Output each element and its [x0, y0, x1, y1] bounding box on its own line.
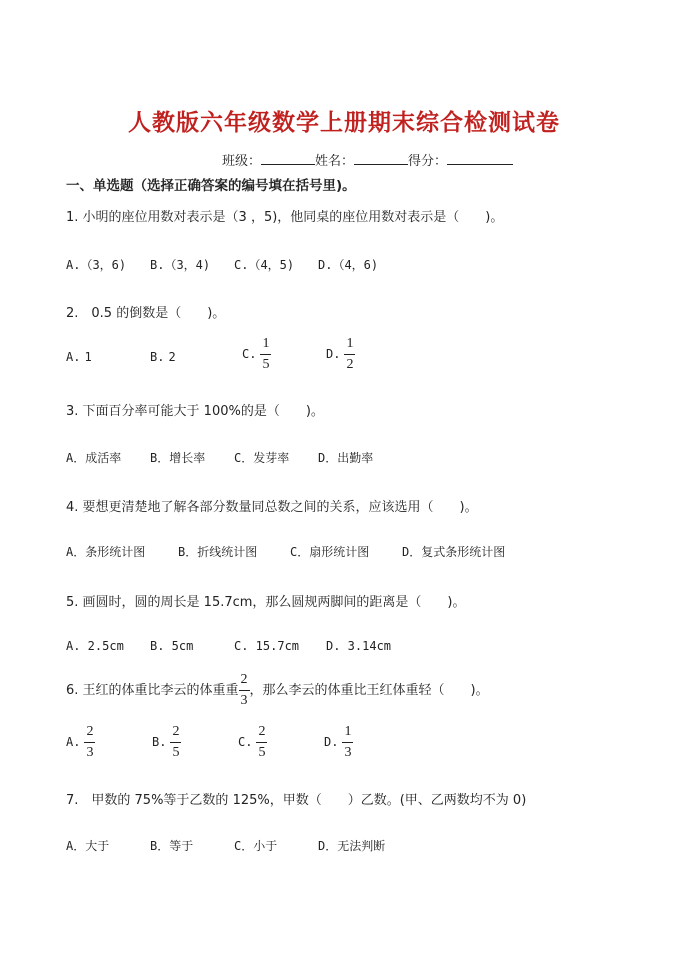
question-2: 2. 0.5 的倒数是（ )。: [66, 306, 226, 321]
q7-option-a: A．大于: [66, 839, 110, 853]
q6-option-b: [152, 724, 181, 761]
q2-option-b: [150, 350, 176, 364]
fraction-denominator: 5: [258, 745, 266, 760]
question-5: 5. 画圆时，圆的周长是 15.7cm，那么圆规两脚间的距离是（ )。: [66, 595, 466, 610]
q4-option-a: A．条形统计图: [66, 545, 146, 559]
fraction-denominator: 5: [172, 745, 180, 760]
q1-option-c: C.（4，5): [234, 258, 295, 272]
q5-option-d: D. 3.14cm: [326, 639, 392, 653]
q4-option-d: D．复式条形统计图: [402, 545, 506, 559]
question-7: 7. 甲数的 75%等于乙数的 125%，甲数（ ）乙数。(甲、乙两数均不为 0): [66, 793, 527, 808]
q5-option-b: B. 5cm: [150, 639, 194, 653]
fraction-numerator: 2: [86, 724, 94, 739]
question-4: 4. 要想更清楚地了解各部分数量同总数之间的关系，应该选用（ )。: [66, 500, 478, 515]
question-6: [66, 672, 489, 709]
fraction-numerator: 2: [240, 672, 248, 687]
page-title: 人教版六年级数学上册期末综合检测试卷: [128, 109, 560, 136]
q4-option-c: C．扇形统计图: [290, 545, 370, 559]
fraction-denominator: 2: [346, 357, 354, 372]
q7-option-c: C．小于: [234, 839, 278, 853]
fraction-numerator: 1: [344, 724, 352, 739]
q3-option-c: C．发芽率: [234, 451, 290, 465]
question-1: 1. 小明的座位用数对表示是（3 ，5)，他同桌的座位用数对表示是（ )。: [66, 210, 504, 225]
q6-option-b-fraction: [170, 724, 181, 761]
q5-option-a: A. 2.5cm: [66, 639, 124, 653]
q2-option-a-label: A.: [66, 350, 81, 364]
q1-option-d: D.（4，6): [318, 258, 379, 272]
student-info-line: [222, 150, 513, 169]
q1-option-b: B.（3，4): [150, 258, 211, 272]
q4-option-b: B．折线统计图: [178, 545, 258, 559]
section-heading: 一、单选题（选择正确答案的编号填在括号里)。: [66, 178, 356, 194]
name-blank: [354, 152, 408, 165]
q2-option-d: [326, 336, 355, 373]
class-blank: [261, 152, 315, 165]
question-3: 3. 下面百分率可能大于 100%的是（ )。: [66, 404, 324, 419]
q2-option-d-label: D.: [326, 347, 341, 361]
name-label: 姓名：: [315, 154, 355, 169]
q6-option-a-fraction: [84, 724, 95, 761]
fraction-denominator: 5: [262, 357, 270, 372]
q1-option-a: A.（3，6): [66, 258, 127, 272]
fraction-numerator: 1: [346, 336, 354, 351]
q7-option-b: B．等于: [150, 839, 194, 853]
q7-option-d: D．无法判断: [318, 839, 386, 853]
q6-stem-fraction: [239, 672, 250, 709]
q6-option-a-label: A.: [66, 735, 81, 749]
q6-option-b-label: B.: [152, 735, 167, 749]
q6-stem-before: 6. 王红的体重比李云的体重重: [66, 683, 239, 698]
fraction-numerator: 1: [262, 336, 270, 351]
q2-option-c: [242, 336, 271, 373]
q6-option-d: [324, 724, 353, 761]
score-blank: [447, 152, 513, 165]
q2-option-c-label: C.: [242, 347, 257, 361]
fraction-numerator: 2: [258, 724, 266, 739]
fraction-denominator: 3: [344, 745, 352, 760]
q3-option-d: D．出勤率: [318, 451, 374, 465]
q5-option-c: C. 15.7cm: [234, 639, 300, 653]
fraction-denominator: 3: [240, 693, 248, 708]
score-label: 得分：: [408, 154, 448, 169]
q2-option-b-label: B.: [150, 350, 165, 364]
q2-option-c-fraction: [260, 336, 271, 373]
q6-option-c-label: C.: [238, 735, 253, 749]
q6-stem-after: ，那么李云的体重比王红体重轻（ )。: [249, 683, 489, 698]
q6-option-c: [238, 724, 267, 761]
fraction-denominator: 3: [86, 745, 94, 760]
q6-option-d-fraction: [342, 724, 353, 761]
q6-option-d-label: D.: [324, 735, 339, 749]
q3-option-b: B．增长率: [150, 451, 206, 465]
q2-option-d-fraction: [344, 336, 355, 373]
q6-option-c-fraction: [256, 724, 267, 761]
q2-option-a-value: 1: [84, 350, 92, 364]
class-label: 班级：: [222, 154, 262, 169]
q2-option-b-value: 2: [168, 350, 176, 364]
q2-option-a: [66, 350, 92, 364]
q6-option-a: [66, 724, 95, 761]
q3-option-a: A．成活率: [66, 451, 122, 465]
fraction-numerator: 2: [172, 724, 180, 739]
